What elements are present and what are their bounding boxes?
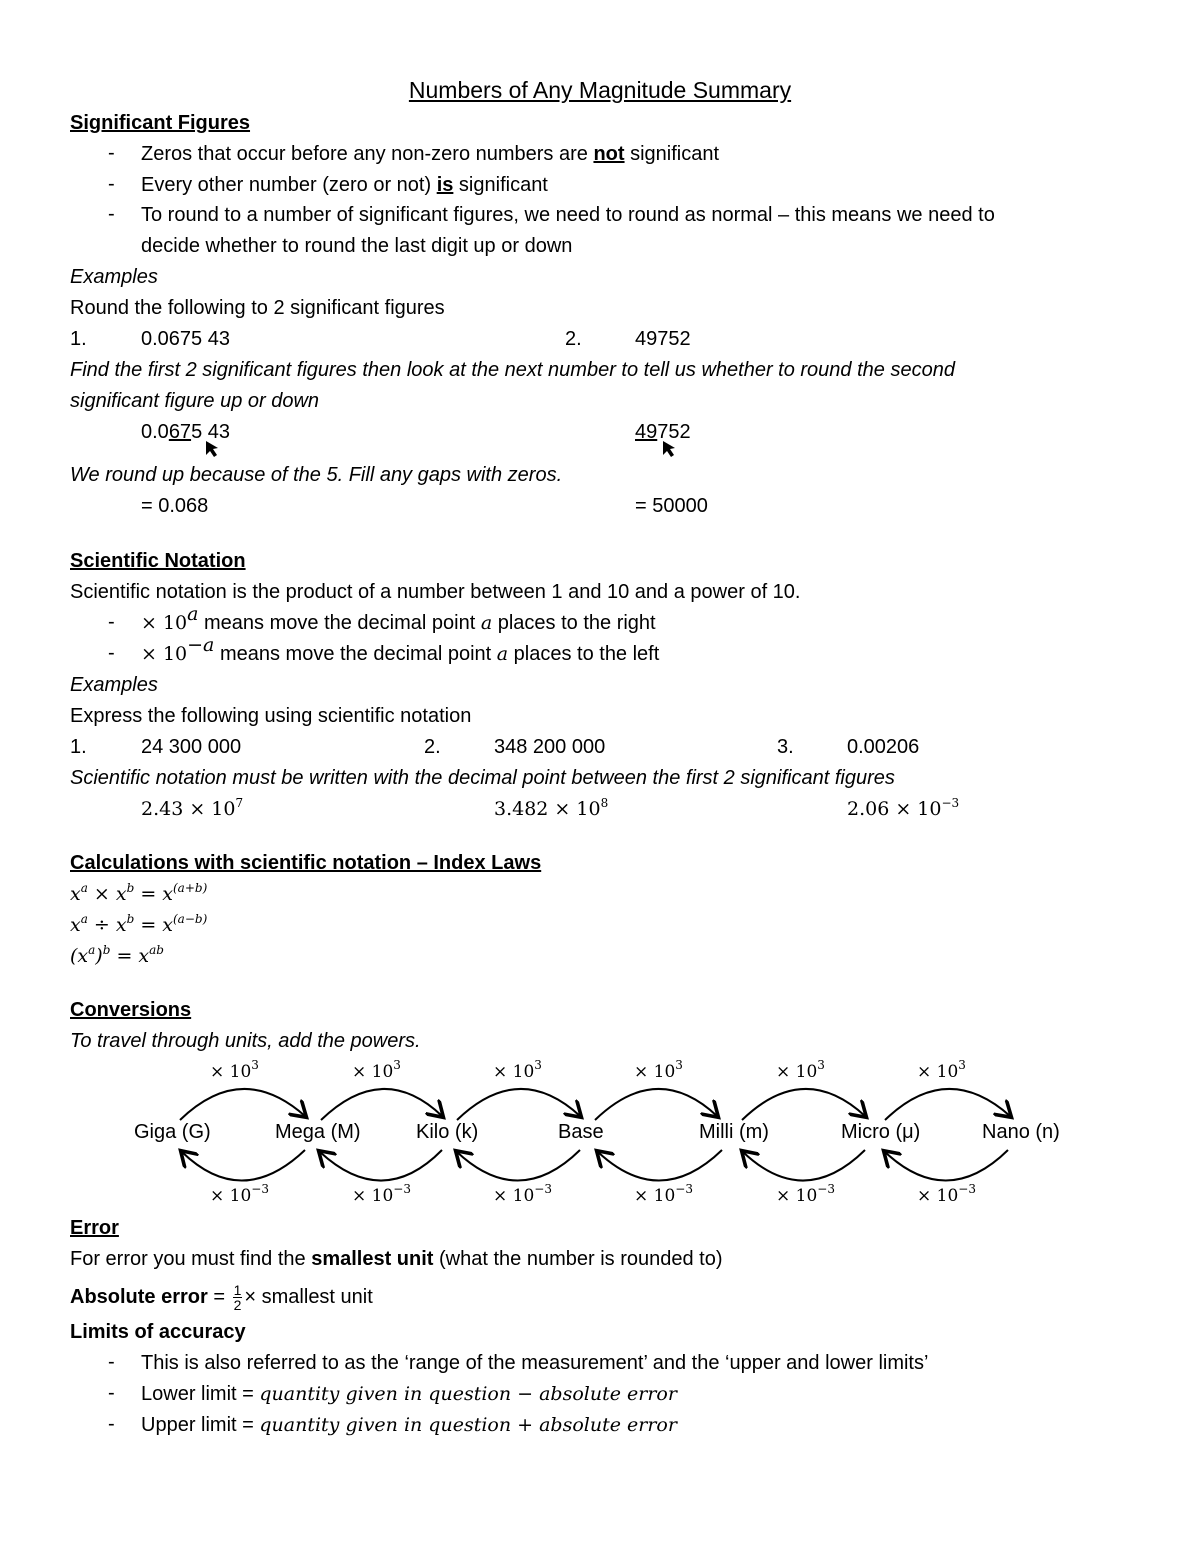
sci-q3-number: 3.: [777, 736, 794, 758]
conversions-hint: To travel through units, add the powers.: [70, 1030, 421, 1052]
multiplier-down: × $10^{-3}$: [210, 1182, 269, 1206]
one-half-fraction: $\frac{1}{2}$: [233, 1282, 242, 1313]
multiplier-up: × $10^3$: [634, 1058, 683, 1082]
arrow-down-3: [457, 1150, 580, 1181]
pointer-arrow-icon: [660, 439, 680, 459]
arrow-up-1: [180, 1089, 305, 1120]
unit-mega: Mega (M): [275, 1121, 361, 1143]
limits-bullet-2: Lower limit = quantity given in question − absolute error: [141, 1383, 677, 1405]
arrow-down-6: [885, 1150, 1008, 1181]
limits-heading: Limits of accuracy: [70, 1321, 246, 1343]
unit-micro: Micro (μ): [841, 1121, 921, 1143]
sci-q3-value: 0.00206: [847, 736, 920, 758]
arrow-up-5: [742, 1089, 865, 1120]
multiplier-down: × $10^{-3}$: [917, 1182, 976, 1206]
bullet-dash: -: [108, 1351, 115, 1373]
multiplier-down: × $10^{-3}$: [634, 1182, 693, 1206]
arrow-down-5: [743, 1150, 865, 1181]
bullet-dash: -: [108, 611, 115, 633]
bullet-dash: -: [108, 173, 115, 195]
sci-q2-value: 348 200 000: [494, 736, 606, 758]
unit-base: Base: [558, 1121, 604, 1143]
index-law-1: $x^a \times x^b = x^{(a+b)}$: [70, 880, 208, 905]
sigfig-worked-2: 49752: [635, 421, 691, 443]
multiplier-up: × $10^3$: [917, 1058, 966, 1082]
arrow-up-4: [595, 1089, 717, 1120]
index-law-2: $x^a \div x^b = x^{(a-b)}$: [70, 911, 208, 936]
multiplier-down: × $10^{-3}$: [493, 1182, 552, 1206]
sigfig-bullet-3-line2: decide whether to round the last digit up or down: [141, 235, 573, 257]
bullet-dash: -: [108, 203, 115, 225]
sigfig-answer-2: = 50000: [635, 495, 708, 517]
multiplier-down: × $10^{-3}$: [776, 1182, 835, 1206]
unit-milli: Milli (m): [699, 1121, 769, 1143]
sigfig-answer-1: = 0.068: [141, 495, 209, 517]
sci-hint: Scientific notation must be written with the decimal point between the first 2 significant figures: [70, 767, 895, 789]
sci-q1-number: 1.: [70, 736, 87, 758]
arrow-down-4: [598, 1150, 722, 1181]
multiplier-up: × $10^3$: [352, 1058, 401, 1082]
sci-prompt: Express the following using scientific notation: [70, 705, 472, 727]
sigfig-prompt: Round the following to 2 significant figures: [70, 297, 445, 319]
sigfig-hint-line1: Find the first 2 significant figures then look at the next number to tell us whether to round the second: [70, 359, 955, 381]
bullet-dash: -: [108, 1413, 115, 1435]
arrow-up-2: [321, 1089, 442, 1120]
sigfig-worked-1: 0.0675 43: [141, 421, 230, 443]
multiplier-up: × $10^3$: [210, 1058, 259, 1082]
multiplier-down: × $10^{-3}$: [352, 1182, 411, 1206]
bullet-dash: -: [108, 642, 115, 664]
unit-kilo: Kilo (k): [416, 1121, 479, 1143]
multiplier-up: × $10^3$: [776, 1058, 825, 1082]
sigfig-bullet-2: Every other number (zero or not) is significant: [141, 174, 548, 196]
sigfig-examples-label: Examples: [70, 266, 158, 288]
conversions-heading: Conversions: [70, 999, 192, 1021]
arrow-up-3: [457, 1089, 580, 1120]
unit-nano: Nano (n): [982, 1121, 1060, 1143]
sci-q2-number: 2.: [424, 736, 441, 758]
bullet-dash: -: [108, 142, 115, 164]
arrow-down-2: [320, 1150, 442, 1181]
arrow-down-1: [182, 1150, 305, 1181]
pointer-arrow-icon: [203, 439, 223, 459]
sigfig-note: We round up because of the 5. Fill any gaps with zeros.: [70, 464, 563, 486]
page-title: Numbers of Any Magnitude Summary: [408, 77, 792, 103]
sci-answer-1: $2.43 \times 10^7$: [141, 795, 244, 820]
index-heading: Calculations with scientific notation – Index Laws: [70, 852, 542, 874]
sigfig-bullet-3-line1: To round to a number of significant figures, we need to round as normal – this means we need to: [141, 204, 995, 226]
sigfig-q1-number: 1.: [70, 328, 87, 350]
sci-heading: Scientific Notation: [70, 550, 246, 572]
sci-q1-value: 24 300 000: [141, 736, 242, 758]
sigfig-q2-number: 2.: [565, 328, 582, 350]
limits-bullet-3: Upper limit = quantity given in question + absolute error: [141, 1414, 677, 1436]
multiplier-up: × $10^3$: [493, 1058, 542, 1082]
arrow-up-6: [885, 1089, 1010, 1120]
sci-bullet-1: × $10^a$ means move the decimal point a places to the right: [141, 603, 656, 634]
sci-intro: Scientific notation is the product of a number between 1 and 10 and a power of 10.: [70, 581, 801, 603]
absolute-error-formula: Absolute error = $\frac{1}{2}$ × smallest unit: [70, 1282, 373, 1313]
sci-answer-3: $2.06 \times 10^{-3}$: [847, 795, 960, 820]
index-law-3: $(x^a)^b = x^{ab}$: [70, 942, 164, 967]
sigfig-hint-line2: significant figure up or down: [70, 390, 320, 412]
sigfig-bullet-1: Zeros that occur before any non-zero numbers are not significant: [141, 143, 720, 165]
bullet-dash: -: [108, 1382, 115, 1404]
sci-answer-2: $3.482 \times 10^8$: [494, 795, 609, 820]
conversion-arrows: [0, 1050, 1200, 1190]
error-heading: Error: [70, 1217, 119, 1239]
sci-bullet-2: × $10^{-a}$ means move the decimal point a places to the left: [141, 634, 660, 665]
sci-examples-label: Examples: [70, 674, 158, 696]
sigfig-heading: Significant Figures: [70, 112, 251, 134]
limits-bullet-1: This is also referred to as the ‘range of the measurement’ and the ‘upper and lower limits’: [141, 1352, 929, 1374]
sigfig-q2-value: 49752: [635, 328, 691, 350]
error-intro: For error you must find the smallest unit (what the number is rounded to): [70, 1248, 723, 1270]
unit-giga: Giga (G): [134, 1121, 211, 1143]
sigfig-q1-value: 0.0675 43: [141, 328, 230, 350]
